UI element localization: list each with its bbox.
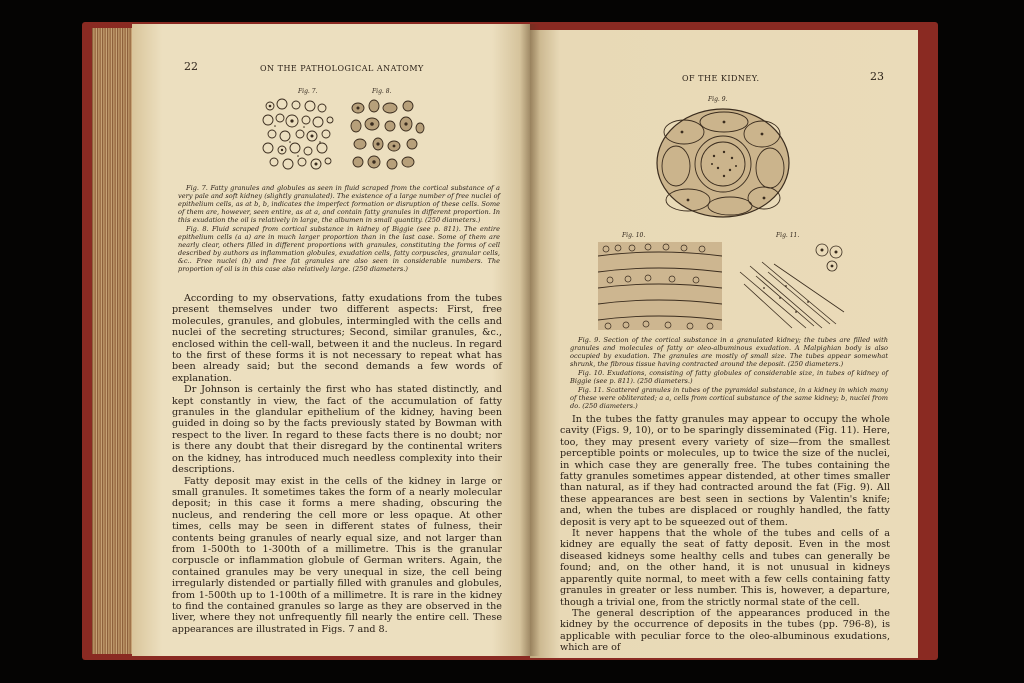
- fig9-label: Fig. 9.: [708, 96, 728, 103]
- paragraph: It never happens that the whole of the tubes and cells of a kidney are equally the seat of fatty deposit. Even in the most diseased kidneys some healthy cells and tubes can generally be found; and, on the other hand, it is not unusual in kidneys apparently quite normal, to meet with a few cells containing fatty granules in greater or less number. This is, however, a departure, though a trivial one, from the strictly normal state of the cell.: [560, 528, 890, 608]
- left-body-text: [172, 293, 502, 635]
- paragraph: Fatty deposit may exist in the cells of the kidney in large or small granules. It sometimes takes the form of a nearly molecular deposit; in this case it forms a mere shading, obscuring the nucleus, and rendering the cell more or less opaque. At other times, cells may be seen in different states of fulness, their contents being granules of nearly equal size, and not larger than from 1-500th to 1-300th of a millimetre. This is the granular corpuscle or inflammation globule of German writers. Again, the contained granules may be very unequal in size, the cell being irregularly distended or partially filled with granules and globules, from 1-500th up to 1-100th of a millimetre. It is rare in the kidney to find the contained granules so large as they are observed in the liver, where they not unfrequently fill nearly the entire cell. These appearances are illustrated in Figs. 7 and 8.: [172, 475, 502, 635]
- right-page: [530, 30, 918, 658]
- paragraph: The general description of the appearances produced in the kidney by the occurrence of deposits in the tubes (pp. 796-8), is applicable with peculiar force to the oleo-albuminous exudations, which are of: [560, 607, 890, 654]
- fig8-illustration: [346, 96, 428, 176]
- page-number-left: 22: [184, 60, 198, 73]
- paragraph: According to my observations, fatty exudations from the tubes present themselves under two different aspects: First, free molecules, granules, and globules, intermingled with the cells and nuclei of the secreting structures; Second, similar granules, &c., enclosed within the cell-wall, between it and the nucleus. In regard to the first of these forms it is not necessary to repeat what has been already said; but the second demands a few words of explanation.: [172, 293, 502, 384]
- caption-fig10: Fig. 10. Exudations, consisting of fatty globules of considerable size, in tubes of kidney of Biggie (see p. 811). (250 diameters.): [570, 369, 888, 385]
- fig7-8-captions: [178, 184, 500, 274]
- caption-fig7: Fig. 7. Fatty granules and globules as seen in fluid scraped from the cortical substance of a very pale and soft kidney (slightly granulated). The existence of a large number of free nuclei of epithelium cells, as at b, b, indicates the imperfect formation or disruption of these cells. Some of them are, however, seen entire, as at a, and contain fatty granules in different proportion. In this exudation the oil is relatively in large, the albumen in small quantity. (250 diameters.): [178, 184, 500, 224]
- fig7-illustration: [260, 96, 340, 176]
- caption-fig8: Fig. 8. Fluid scraped from cortical substance in kidney of Biggie (see p. 811). The entire epithelium cells (a a) are in much larger proportion than in the last case. Some of them are nearly clear, others filled in different proportions with granules, constituting the forms of cell described by authors as inflammation globules, exudation cells, fatty corpuscles, granular cells, &c.. Free nuclei (b) and free fat granules are also seen in considerable numbers. The proportion of oil is in this case also relatively large. (250 diameters.): [178, 225, 500, 273]
- fig11-illustration: [736, 242, 846, 330]
- fig7-label: Fig. 7.: [298, 88, 318, 95]
- running-head-right: OF THE KIDNEY.: [682, 74, 760, 83]
- page-number-right: 23: [870, 70, 884, 83]
- fig11-label: Fig. 11.: [776, 232, 800, 239]
- running-head-left: ON THE PATHOLOGICAL ANATOMY: [260, 64, 424, 73]
- left-page: [132, 24, 530, 656]
- book-gutter: [520, 24, 540, 656]
- caption-fig9: Fig. 9. Section of the cortical substance in a granulated kidney; the tubes are filled with granules and molecules of fatty or oleo-albuminous exudation. A Malpighian body is also occupied by exudation. The granules are mostly of small size. The tubes appear somewhat shrunk, the fibrous tissue having contracted around the deposit. (250 diameters.): [570, 336, 888, 368]
- fig10-label: Fig. 10.: [622, 232, 646, 239]
- fig9-11-captions: [570, 336, 888, 411]
- fig9-illustration: [654, 106, 792, 220]
- paragraph: In the tubes the fatty granules may appear to occupy the whole cavity (Figs. 9, 10), or to be sparingly disseminated (Fig. 11). Here, too, they may present every variety of size—from the smallest perceptible points or molecules, up to twice the size of the nuclei, in which case they are generally free. The tubes containing the fatty granules sometimes appear distended, at other times smaller than natural, as if they had contracted around the fat (Fig. 9). All these appearances are best seen in sections by Valentin's knife; and, when the tubes are displaced or roughly handled, the fatty deposit is very apt to be squeezed out of them.: [560, 414, 890, 528]
- fig10-illustration: [598, 242, 722, 330]
- right-body-text: [560, 414, 890, 654]
- paragraph: Dr Johnson is certainly the first who has stated distinctly, and kept constantly in view, the fact of the accumulation of fatty granules in the glandular epithelium of the kidney, having been guided in doing so by the facts previously stated by Bowman with respect to the liver. In regard to these facts there is no doubt; nor is there any doubt that their disregard by the continental writers on the kidney, has introduced much needless complexity into their descriptions.: [172, 384, 502, 476]
- caption-fig11: Fig. 11. Scattered granules in tubes of the pyramidal substance, in a kidney in which many of these were obliterated; a a, cells from cortical substance of the same kidney; b, nuclei from do. (250 diameters.): [570, 386, 888, 410]
- fig8-label: Fig. 8.: [372, 88, 392, 95]
